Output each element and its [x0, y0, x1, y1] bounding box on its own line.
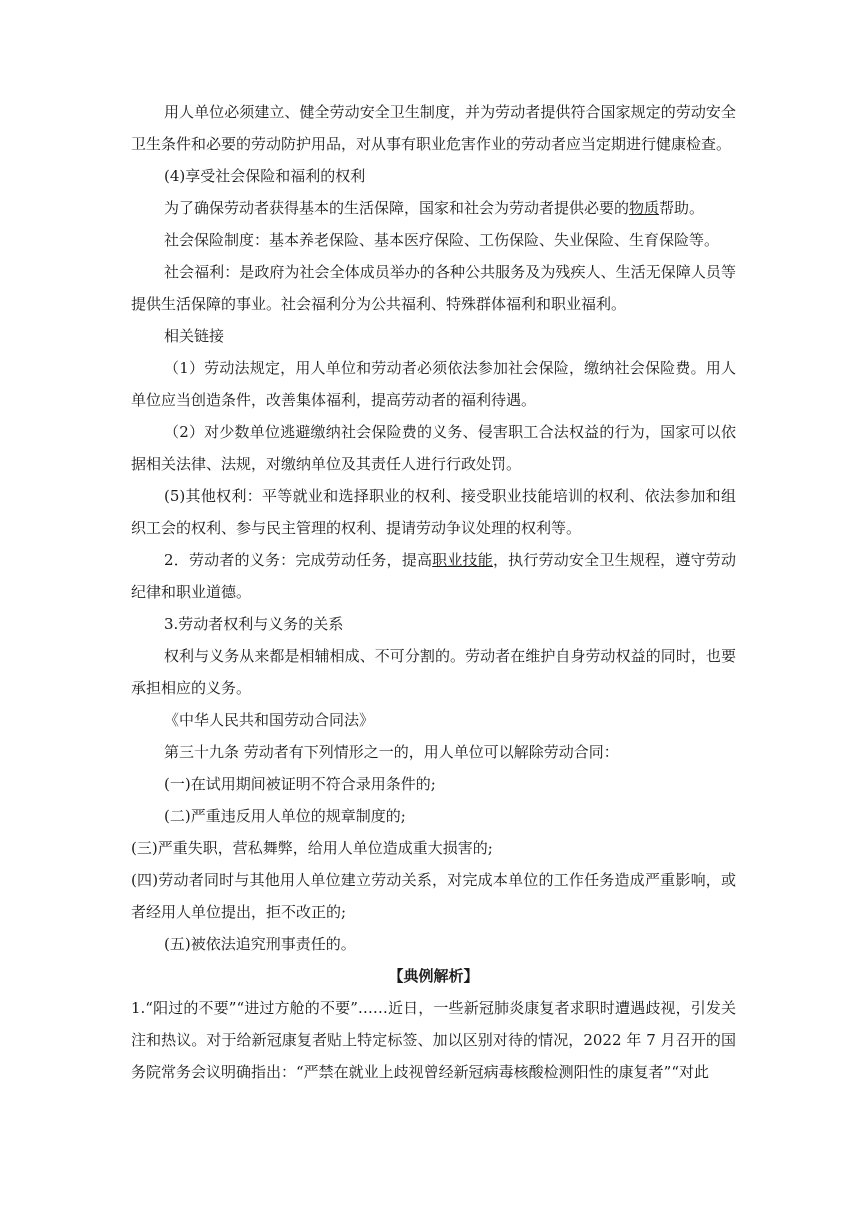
- section-heading-example-analysis: 【典例解析】: [388, 967, 479, 985]
- text-segment: ，执行劳动安全卫生规程，遵守劳动纪律和职业道德。: [131, 551, 736, 601]
- paragraph-link-2: （2）对少数单位逃避缴纳社会保险费的义务、侵害职工合法权益的行为，国家可以依据相关法律、法规，对缴纳单位及其责任人进行行政处罚。: [131, 423, 736, 473]
- paragraph-social-welfare: 社会福利：是政府为社会全体成员举办的各种公共服务及为残疾人、生活无保障人员等提供生活保障的事业。社会福利分为公共福利、特殊群体福利和职业福利。: [131, 263, 736, 313]
- example-question-1: 1.“阳过的不要”“进过方舱的不要”……近日，一些新冠肺炎康复者求职时遭遇歧视，引发关注和热议。对于给新冠康复者贴上特定标签、加以区别对待的情况，2022 年 7 月召开的国务院常务会议明确指出：“严禁在就业上歧视曾经新冠病毒核酸检测阳性的康复者”“对此: [131, 999, 736, 1081]
- article-item-3: (三)严重失职，营私舞弊，给用人单位造成重大损害的;: [131, 839, 493, 857]
- paragraph-living-guarantee: [131, 192, 736, 224]
- text-segment: 2．劳动者的义务：完成劳动任务，提高: [164, 551, 433, 569]
- text-segment: 帮助。: [659, 199, 705, 217]
- paragraph-other-rights: (5)其他权利：平等就业和选择职业的权利、接受职业技能培训的权利、依法参加和组织工会的权利、参与民主管理的权利、提请劳动争议处理的权利等。: [131, 487, 736, 537]
- section-social-insurance-rights: (4)享受社会保险和福利的权利: [164, 167, 366, 185]
- paragraph-safety-system: 用人单位必须建立、健全劳动安全卫生制度，并为劳动者提供符合国家规定的劳动安全卫生条件和必要的劳动防护用品，对从事有职业危害作业的劳动者应当定期进行健康检查。: [131, 103, 736, 153]
- article-39: 第三十九条 劳动者有下列情形之一的，用人单位可以解除劳动合同：: [164, 743, 619, 761]
- article-item-2: (二)严重违反用人单位的规章制度的;: [164, 807, 406, 825]
- label-related-links: 相关链接: [164, 327, 225, 345]
- paragraph-rights-obligations: 权利与义务从来都是相辅相成、不可分割的。劳动者在维护自身劳动权益的同时，也要承担相应的义务。: [131, 647, 736, 697]
- paragraph-link-1: （1）劳动法规定，用人单位和劳动者必须依法参加社会保险，缴纳社会保险费。用人单位应当创造条件，改善集体福利，提高劳动者的福利待遇。: [131, 359, 736, 409]
- section-rights-obligations-relation: 3.劳动者权利与义务的关系: [164, 615, 344, 633]
- text-segment: 为了确保劳动者获得基本的生活保障，国家和社会为劳动者提供必要的: [164, 199, 630, 217]
- paragraph-worker-obligations: [131, 544, 736, 608]
- article-item-5: (五)被依法追究刑事责任的。: [164, 935, 356, 953]
- paragraph-social-insurance-system: 社会保险制度：基本养老保险、基本医疗保险、工伤保险、失业保险、生育保险等。: [164, 231, 720, 249]
- article-item-1: (一)在试用期间被证明不符合录用条件的;: [164, 775, 436, 793]
- law-title: 《中华人民共和国劳动合同法》: [164, 711, 375, 729]
- article-item-4: (四)劳动者同时与其他用人单位建立劳动关系，对完成本单位的工作任务造成严重影响，或者经用人单位提出，拒不改正的;: [131, 871, 736, 921]
- underlined-term-vocational-skills: 职业技能: [432, 551, 493, 569]
- document-body: [131, 96, 736, 1088]
- underlined-term-material: 物质: [629, 199, 660, 217]
